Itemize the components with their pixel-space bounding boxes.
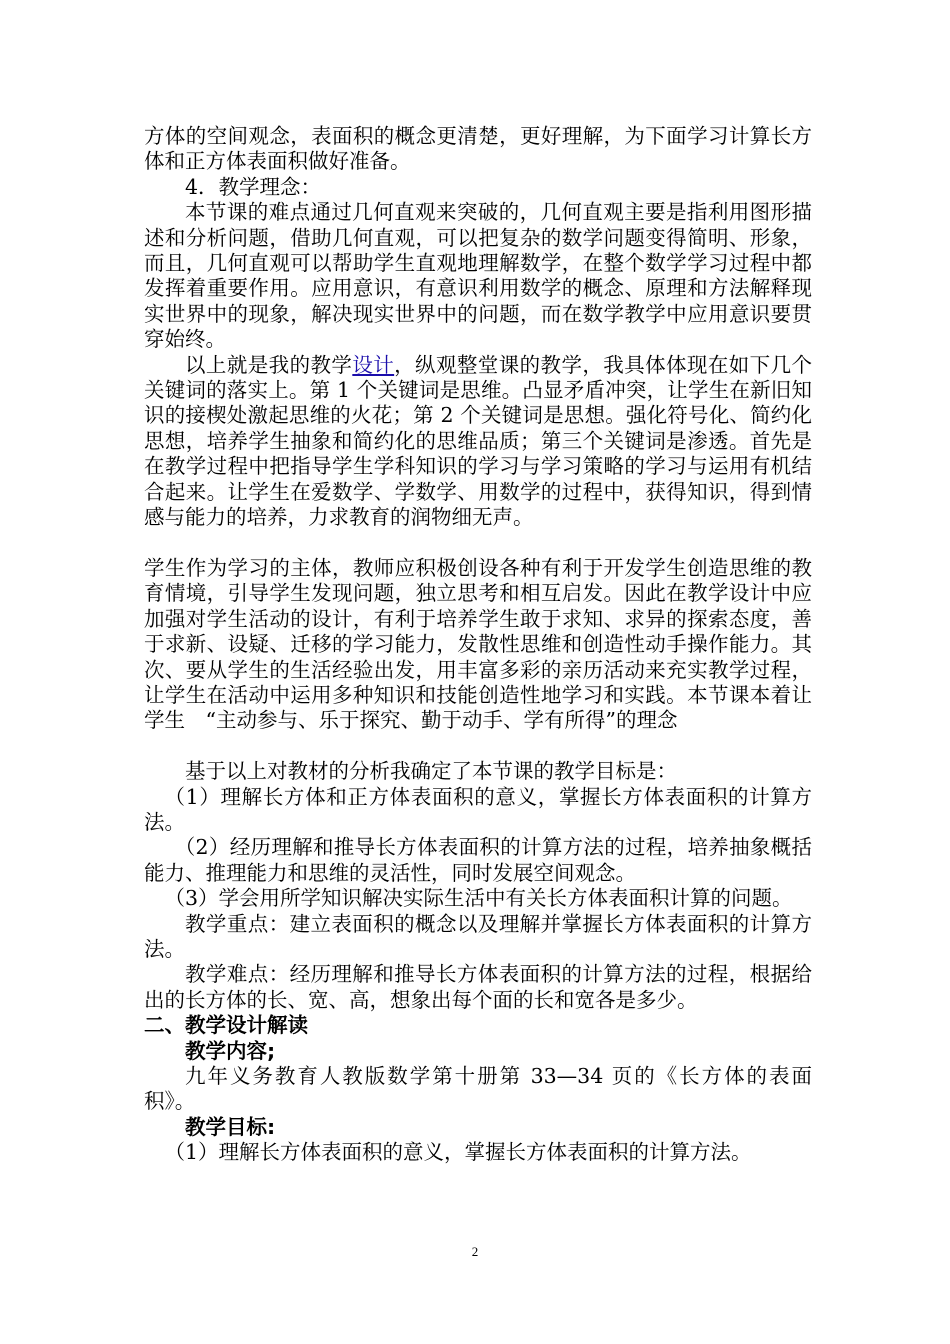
document-body [144,124,812,1166]
paragraph-keywords [144,353,812,531]
paragraph-teaching-content: 九年义务教育人教版数学第十册第 33—34 页的《长方体的表面积》。 [144,1064,812,1114]
paragraph-key-point: 教学重点：建立表面积的概念以及理解并掌握长方体表面积的计算方法。 [144,911,812,961]
design-link[interactable]: 设计 [352,352,395,377]
goal-item-2: （2）经历理解和推导长方体表面积的计算方法的过程，培养抽象概括能力、推理能力和思维的灵活性，同时发展空间观念。 [144,835,812,885]
paragraph-geometric-intuition: 本节课的难点通过几何直观来突破的，几何直观主要是指利用图形描述和分析问题，借助几何直观，可以把复杂的数学问题变得简明、形象，而且，几何直观可以帮助学生直观地理解数学，在整个数学学习过程中都发挥着重要作用。应用意识，有意识利用数学的概念、原理和方法解释现实世界中的现象，解决现实世界中的问题，而在数学教学中应用意识要贯穿始终。 [144,200,812,352]
paragraph-intro: 方体的空间观念，表面积的概念更清楚，更好理解，为下面学习计算长方体和正方体表面积做好准备。 [144,124,812,174]
heading-teaching-content: 教学内容; [185,1038,276,1063]
paragraph-difficulty: 教学难点：经历理解和推导长方体表面积的计算方法的过程，根据给出的长方体的长、宽、高，想象出每个面的长和宽各是多少。 [144,962,812,1012]
blank-line [144,531,812,556]
heading-teaching-goals: 教学目标: [185,1114,276,1139]
page-number: 2 [471,1244,479,1259]
paragraph-student-subject: 学生作为学习的主体，教师应积极创设各种有利于开发学生创造思维的教育情境，引导学生发现问题，独立思考和相互启发。因此在教学设计中应加强对学生活动的设计，有利于培养学生敢于求知、求异的探索态度，善于求新、设疑、迁移的学习能力，发散性思维和创造性动手操作能力。其次、要从学生的生活经验出发，用丰富多彩的亲历活动来充实教学过程，让学生在活动中运用多种知识和技能创造性地学习和实践。本节课本着让学生 “主动参与、乐于探究、勤于动手、学有所得”的理念 [144,555,812,733]
section-heading-2: 二、教学设计解读 [144,1013,308,1038]
goal-detail-1: （1）理解长方体表面积的意义，掌握长方体表面积的计算方法。 [164,1140,752,1165]
keywords-text-before: 以上就是我的教学 [185,352,353,377]
keywords-text-after: ，纵观整堂课的教学，我具体体现在如下几个关键词的落实上。第 1 个关键词是思维。凸显矛盾冲突，让学生在新旧知识的接楔处激起思维的火花；第 2 个关键词是思想。强化符号化、简约化思想，培养学生抽象和简约化的思维品质；第三个关键词是渗透。首先是在教学过程中把指导学生学科知识的学习与学习策略的学习与运用有机结合起来。让学生在爱数学、学数学、用数学的过程中，获得知识，得到情感与能力的培养，力求教育的润物细无声。 [144,352,813,530]
goal-item-1: （1）理解长方体和正方体表面积的意义，掌握长方体表面积的计算方法。 [144,784,812,834]
blank-line [144,734,812,759]
heading-teaching-concept: 4．教学理念： [185,174,322,199]
goal-item-3: （3）学会用所学知识解决实际生活中有关长方体表面积计算的问题。 [164,886,793,911]
paragraph-goals-intro: 基于以上对教材的分析我确定了本节课的教学目标是： [185,759,677,784]
